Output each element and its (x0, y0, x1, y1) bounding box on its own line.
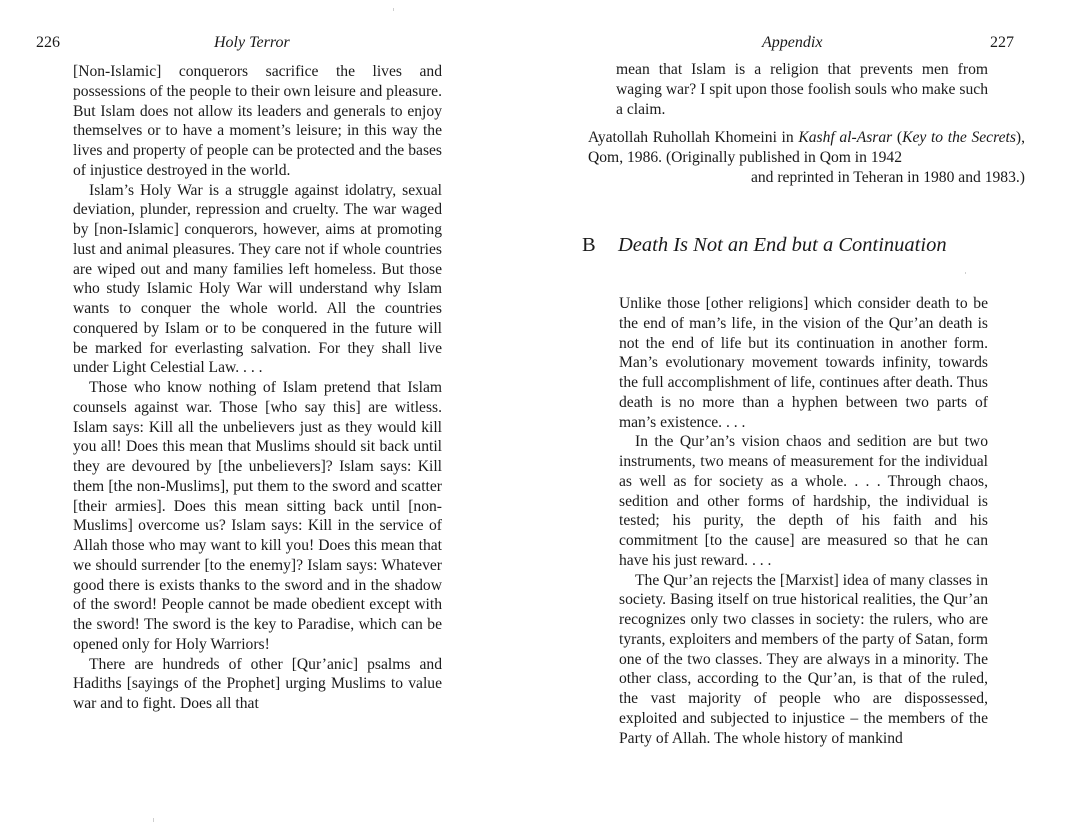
citation-rest: ), Qom, 1986. (Originally published in Qom in 1942 (588, 129, 1025, 166)
section-letter: B (582, 234, 596, 256)
left-page-number: 226 (36, 34, 60, 51)
section-title: Death Is Not an End but a Continuation (618, 234, 947, 256)
left-paragraph-2: Islam’s Holy War is a struggle against idolatry, sexual deviation, plunder, repression and cruelty. The war waged by [non-Islamic] conquerors, however, aims at promoting lust and animal pleasures. They care not if whole countries are wiped out and many families left homeless. But those who study Islamic Holy War will understand why Islam wants to conquer the whole world. All the countries conquered by Islam or to be conquered in the future will be marked for everlasting salvation. For they shall live under Light Celestial Law. . . . (73, 181, 442, 377)
scan-speck (965, 272, 966, 274)
citation-paren-open: ( (892, 129, 903, 146)
section-heading (582, 232, 1042, 258)
right-top-column (616, 60, 988, 119)
right-running-title: Appendix (762, 34, 823, 51)
scan-speck (153, 818, 154, 822)
right-text-column (619, 294, 988, 748)
right-paragraph-3: The Qur’an rejects the [Marxist] idea of many classes in society. Basing itself on true historical realities, the Qur’an recognizes only two classes in society: the rulers, who are tyrants, exploiters and members of the party of Satan, form one of the two classes. They are always in a minority. The other class, according to the Qur’an, is that of the ruled, the vast majority of people who are dispossessed, exploited and subjected to injustice – the members of the Party of Allah. The whole history of mankind (619, 571, 988, 747)
citation-translated-title: Key to the Secrets (902, 129, 1016, 146)
right-top-paragraph: mean that Islam is a religion that prevents men from waging war? I spit upon those foolish souls who make such a claim. (616, 61, 988, 118)
right-paragraph-2: In the Qur’an’s vision chaos and sedition are but two instruments, two means of measurement for the individual as well as for society as a whole. . . . Through chaos, sedition and other forms of hardship, the individual is tested; his purity, the depth of his faith and his commitment [to the cause] are measured so that he can have his just reward. . . . (619, 433, 988, 569)
scan-speck (393, 8, 394, 11)
left-text-column (73, 62, 442, 714)
citation-author: Ayatollah Ruhollah Khomeini in (588, 129, 799, 146)
right-page-number: 227 (990, 34, 1014, 51)
right-paragraph-1: Unlike those [other religions] which consider death to be the end of man’s life, in the vision of the Qur’an death is not the end of life but its continuation in another form. Man’s evolutionary movement towards infinity, towards the full accomplishment of life, continues after death. Thus death is no more than a hyphen between two parts of man’s existence. . . . (619, 295, 988, 431)
right-page (546, 0, 1092, 829)
citation-last-line: and reprinted in Teheran in 1980 and 1983.) (750, 168, 1025, 186)
left-paragraph-1: [Non-Islamic] conquerors sacrifice the lives and possessions of the people to their own leisure and pleasure. But Islam does not allow its leaders and generals to enjoy themselves or to have a moment’s leisure; in this way the lives and property of people can be protected and the bases of injustice destroyed in the world. (73, 63, 442, 179)
source-citation (588, 128, 1025, 187)
left-paragraph-4: There are hundreds of other [Qur’anic] psalms and Hadiths [sayings of the Prophet] urging Muslims to value war and to fight. Does all that (73, 655, 442, 712)
citation-book-title: Kashf al-Asrar (798, 129, 893, 146)
left-running-title: Holy Terror (214, 34, 290, 51)
left-paragraph-3: Those who know nothing of Islam pretend that Islam counsels against war. Those [who say this] are witless. Islam says: Kill all the unbelievers just as they would kill you all! Does this mean that Muslims should sit back until they are devoured by [the unbelievers]? Islam says: Kill them [the non-Muslims], put them to the sword and scatter [their armies]. Does this mean sitting back until [non-Muslims] overcome us? Islam says: Kill in the service of Allah those who may want to kill you! Does this mean that we should surrender [to the enemy]? Islam says: Whatever good there is exists thanks to the sword and in the shadow of the sword! People cannot be made obedient except with the sword! The sword is the key to Paradise, which can be opened only for Holy Warriors! (73, 379, 442, 653)
